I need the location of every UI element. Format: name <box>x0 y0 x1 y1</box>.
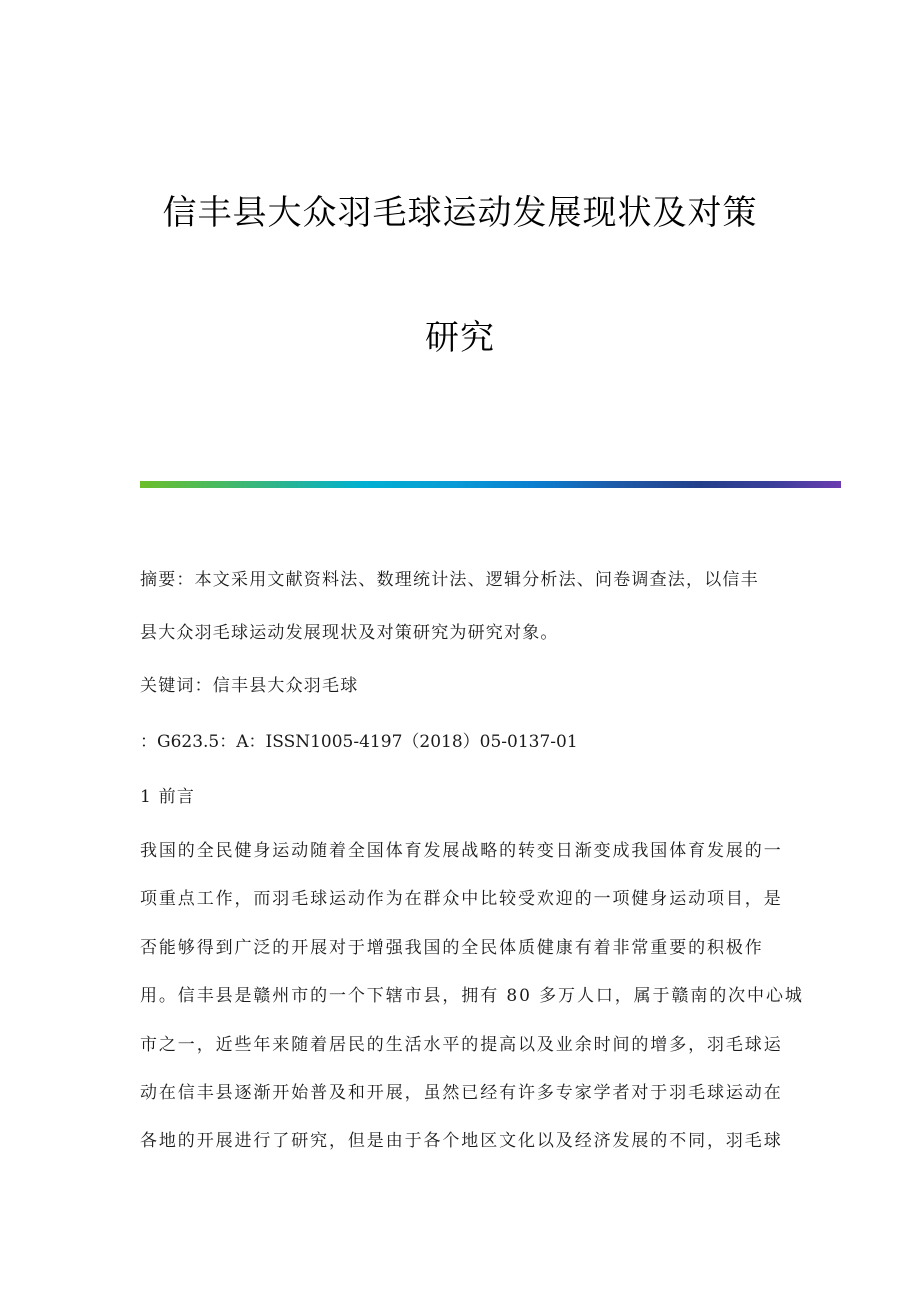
abstract-line-2: 县大众羽毛球运动发展现状及对策研究为研究对象。 <box>140 623 559 643</box>
document-title-line-2: 研究 <box>425 318 495 358</box>
body-line: 否能够得到广泛的开展对于增强我国的全民体质健康有着非常重要的积极作 <box>140 938 764 958</box>
document-title-line-1: 信丰县大众羽毛球运动发展现状及对策 <box>162 193 758 233</box>
body-line: 用。信丰县是赣州市的一个下辖市县，拥有 80 多万人口，属于赣南的次中心城 <box>140 986 804 1006</box>
section-heading: 1 前言 <box>140 787 196 807</box>
gradient-divider <box>140 481 841 488</box>
body-line: 市之一，近些年来随着居民的生活水平的提高以及业余时间的增多，羽毛球运 <box>140 1035 783 1055</box>
body-line: 项重点工作，而羽毛球运动作为在群众中比较受欢迎的一项健身运动项目，是 <box>140 889 783 909</box>
body-line: 我国的全民健身运动随着全国体育发展战略的转变日渐变成我国体育发展的一 <box>140 841 783 861</box>
classification-code: ：G623.5：A：ISSN1005-4197（2018）05-0137-01 <box>140 732 578 752</box>
body-line: 动在信丰县逐渐开始普及和开展，虽然已经有许多专家学者对于羽毛球运动在 <box>140 1083 783 1103</box>
keywords: 关键词：信丰县大众羽毛球 <box>140 676 359 696</box>
body-line: 各地的开展进行了研究，但是由于各个地区文化以及经济发展的不同，羽毛球 <box>140 1131 783 1151</box>
abstract-line-1: 摘要：本文采用文献资料法、数理统计法、逻辑分析法、问卷调查法，以信丰 <box>140 570 759 590</box>
